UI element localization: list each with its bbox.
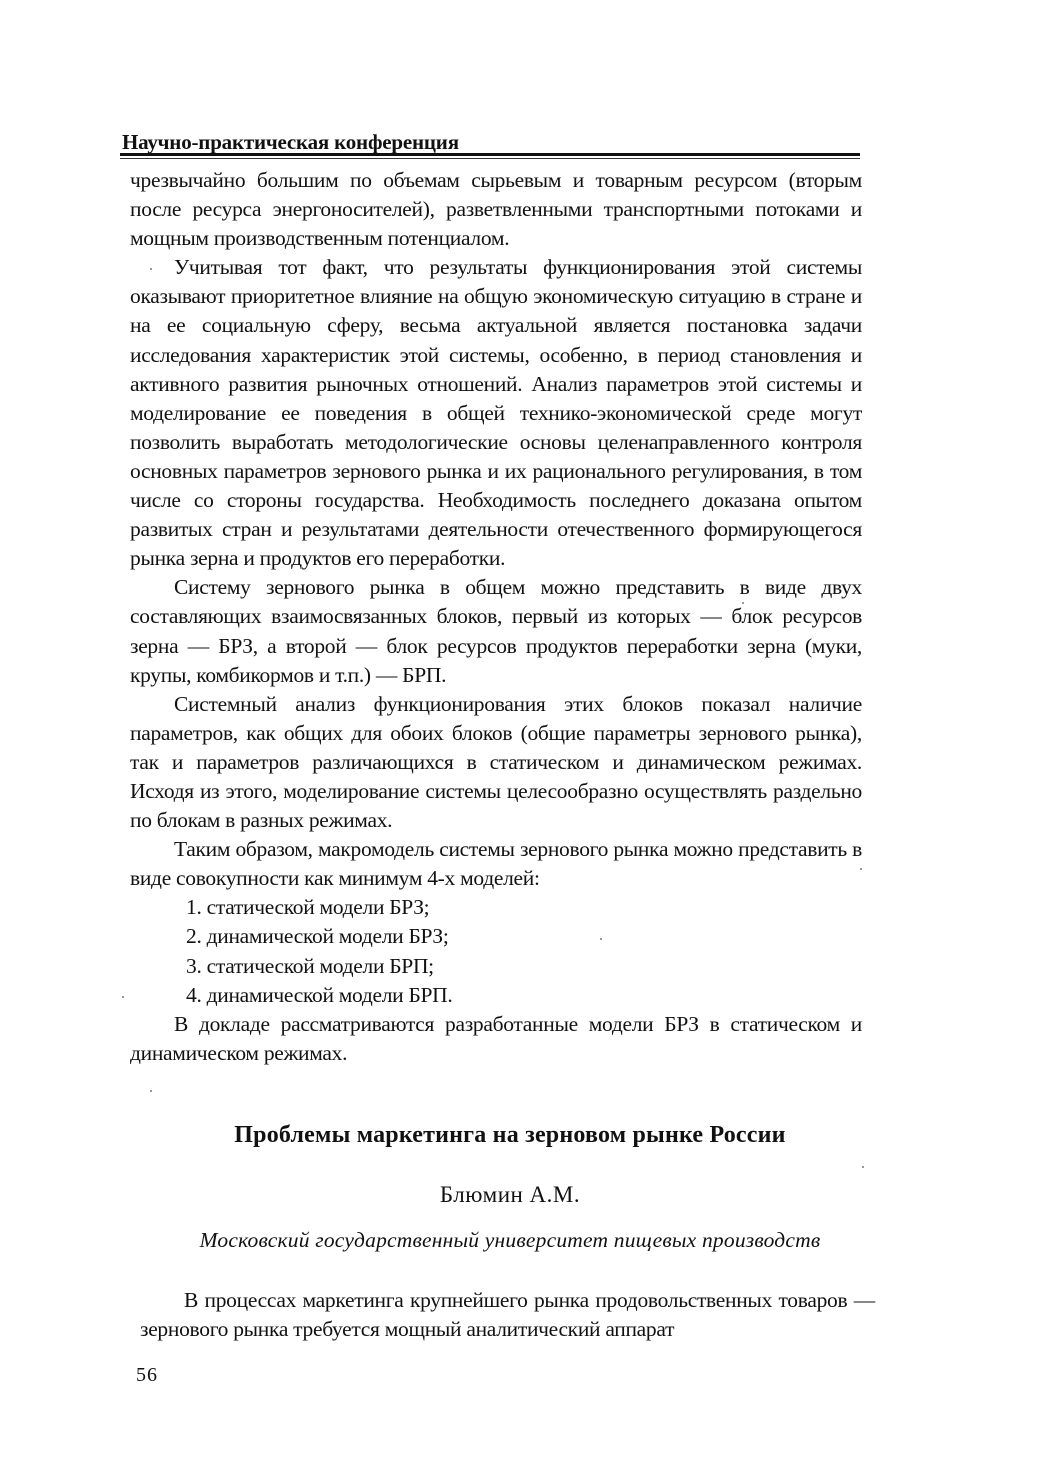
list-item: 3. статической модели БРП; xyxy=(186,953,434,978)
paragraph: Систему зернового рынка в общем можно представить в виде двух составляющих взаимосвязанных блоков, первый из которых — блок ресурсов зерна — БРЗ, а второй — блок ресурсов продуктов переработки зерна (муки, крупы, комбикормов и т.п.) — БРП. xyxy=(130,575,862,687)
article-author: Блюмин А.М. xyxy=(439,1182,581,1207)
closing-paragraph: В докладе рассматриваются разработанные модели БРЗ в статическом и динамическом режимах. xyxy=(130,1011,862,1065)
scan-speck xyxy=(150,268,152,270)
intro-paragraph: В процессах маркетинга крупнейшего рынка продовольственных товаров — зернового рынка требуется мощный аналитический аппарат xyxy=(140,1288,875,1341)
model-list xyxy=(130,893,862,1009)
paragraph: Таким образом, макромодель системы зернового рынка можно представить в виде совокупности как минимум 4-х моделей: xyxy=(130,837,862,891)
scan-speck xyxy=(150,1090,152,1092)
body-text xyxy=(130,166,862,1068)
article-intro xyxy=(140,1286,875,1344)
article-title: Проблемы маркетинга на зерновом рынке России xyxy=(234,1122,786,1148)
scan-speck xyxy=(862,1166,864,1168)
list-item: 4. динамической модели БРП. xyxy=(186,982,453,1007)
list-item: 1. статической модели БРЗ; xyxy=(186,895,430,920)
scan-speck xyxy=(742,602,744,604)
list-item: 2. динамической модели БРЗ; xyxy=(186,924,449,949)
header-rule-thin xyxy=(120,158,860,159)
scan-speck xyxy=(860,868,862,870)
paragraph: Учитывая тот факт, что результаты функционирования этой системы оказывают приоритетное влияние на общую экономическую ситуацию в стране и на ее социальную сферу, весьма актуальной является постановка задачи исследования характеристик этой системы, особенно, в период становления и активного развития рыночных отношений. Анализ параметров этой системы и моделирование ее поведения в общей технико-экономической среде могут позволить выработать методологические основы целенаправленного контроля основных параметров зернового рынка и их рационального регулирования, в том числе со стороны государства. Необходимость последнего доказана опытом развитых стран и результатами деятельности отечественного формирующегося рынка зерна и продуктов его переработки. xyxy=(130,255,862,571)
running-header: Научно-практическая конференция xyxy=(122,130,459,154)
scan-speck xyxy=(122,996,124,998)
paragraph-continuation: чрезвычайно большим по объемам сырьевым и товарным ресурсом (вторым после ресурса энергоносителей), разветвленными транспортными потоками и мощным производственным потенциалом. xyxy=(130,168,862,251)
author-affiliation: Московский государственный университет пищевых производств xyxy=(199,1228,821,1252)
header-rule xyxy=(120,153,860,156)
paragraph: Системный анализ функционирования этих блоков показал наличие параметров, как общих для обоих блоков (общие параметры зернового рынка), так и параметров различающихся в статическом и динамическом режимах. Исходя из этого, моделирование системы целесообразно осуществлять раздельно по блокам в разных режимах. xyxy=(130,691,862,833)
scan-speck xyxy=(600,938,602,940)
page-number: 56 xyxy=(136,1364,158,1386)
